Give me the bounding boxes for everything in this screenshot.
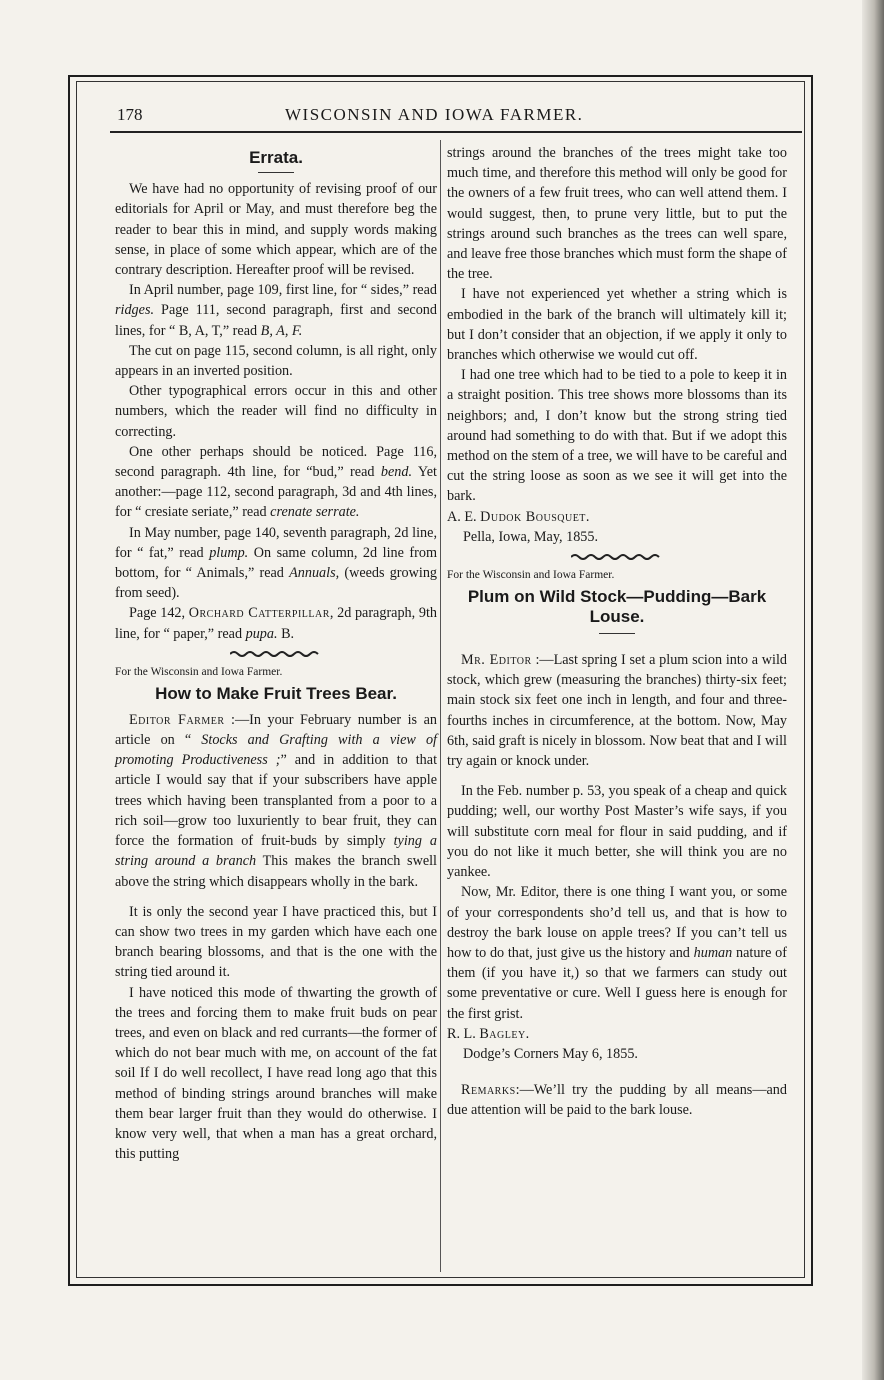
- errata-paragraph: In April number, page 109, first line, for “ sides,” read ridges. Page 111, second paragraph, first and second lines, for “ B, A, T,” read B, A, F.: [115, 282, 437, 339]
- errata-paragraph: In May number, page 140, seventh paragraph, 2d line, for “ fat,” read plump. On same column, 2d line from bottom, for “ Animals,” read Annuals, (weeds growing from seed).: [115, 524, 438, 602]
- heading-rule: [599, 633, 635, 634]
- article-paragraph: It is only the second year I have practiced this, but I can show two trees in my garden which have each one branch bearing blossoms, and that is the one with the string tied around it.: [115, 903, 437, 981]
- author-signature: R. L. Bagley.: [447, 1025, 530, 1042]
- article-source-line: For the Wisconsin and Iowa Farmer.: [115, 665, 283, 678]
- dateline: Dodge’s Corners May 6, 1855.: [463, 1045, 638, 1062]
- article-source-line: For the Wisconsin and Iowa Farmer.: [447, 569, 615, 582]
- editor-remarks: Remarks:—We’ll try the pudding by all means—and due attention will be paid to the bark louse.: [447, 1082, 787, 1119]
- errata-paragraph: We have had no opportunity of revising proof of our editorials for April or May, and must therefore beg the reader to bear this in mind, and supply words making sense, in place of some which appear, which are of the contrary description. Hereafter proof will be revised.: [115, 181, 437, 279]
- article-paragraph: Now, Mr. Editor, there is one thing I want you, or some of your correspondents sho’d tell us, and that is how to destroy the bark louse on apple trees? If you can’t tell us how to do that, just give us the history and human nature of them (if you have it,) so that we farmers can study out some preventative or cure. Well I guess here is enough for the first grist.: [447, 884, 787, 1022]
- right-column: [447, 143, 787, 1121]
- wave-ornament: [230, 650, 322, 658]
- article-paragraph: Mr. Editor :—Last spring I set a plum scion into a wild stock, which grew (measuring the branches) thirty-six feet; main stock six feet one inch in length, and four and three-fourths inches in circumference, at the bottom. Now, May 6th, said graft is nicely in blossom. Now beat that and I will try again or knock under.: [447, 652, 787, 770]
- plum-heading: Plum on Wild Stock—Pudding—Bark Louse.: [467, 587, 767, 627]
- errata-paragraph: Page 142, Orchard Catterpillar, 2d paragraph, 9th line, for “ paper,” read pupa. B.: [115, 605, 437, 642]
- running-head: [85, 100, 805, 128]
- journal-title: WISCONSIN AND IOWA FARMER.: [285, 105, 584, 124]
- dateline: Pella, Iowa, May, 1855.: [463, 528, 599, 545]
- article-paragraph: I have noticed this mode of thwarting the growth of the trees and forcing them to make fruit buds on pear trees, and even on black and red currants—the former of which do not bear much with me, on account of the fat soil If I do well recollect, I have read long ago that this method of binding strings around branches will make them bear larger fruit than they would do otherwise. I know very well, that when a man has a great orchard, this putting: [115, 984, 437, 1163]
- errata-paragraph: The cut on page 115, second column, is all right, only appears in an inverted position.: [115, 342, 437, 380]
- header-rule: [110, 131, 802, 133]
- article-paragraph: I have not experienced yet whether a string which is embodied in the bark of the branch will ultimately kill it; but I don’t consider that an objection, if we apply it only to branches which otherwise we would cut off.: [447, 286, 787, 364]
- article-paragraph: strings around the branches of the trees might take too much time, and therefore this method will only be good for the owners of a few fruit trees, who can well attend them. I would suggest, then, to prune very little, but to put the strings around such branches as the trees can well spare, and leave free those branches which must form the shape of the tree.: [447, 145, 787, 283]
- article-paragraph: I had one tree which had to be tied to a pole to keep it in a straight position. This tree shows more blossoms than its neighbors; and, I don’t know but the strong string tied around had something to do with that. But if we adopt this method on the stem of a tree, we will have to be careful and cut the string loose as soon as we see it will get into the bark.: [447, 367, 787, 505]
- fruit-trees-heading: How to Make Fruit Trees Bear.: [155, 683, 397, 703]
- page-edge-shadow: [862, 0, 884, 1380]
- column-rule: [440, 140, 441, 1272]
- article-paragraph: In the Feb. number p. 53, you speak of a cheap and quick pudding; well, our worthy Post Master’s wife says, if you will substitute corn meal for flour in said pudding, and if you do not like it much better, she will think you are no yankee.: [447, 783, 787, 881]
- author-signature: A. E. Dudok Bousquet.: [447, 508, 590, 525]
- wave-ornament: [571, 553, 663, 561]
- heading-rule: [258, 172, 294, 173]
- errata-paragraph: One other perhaps should be noticed. Page 116, second paragraph. 4th line, for “bud,” read bend. Yet another:—page 112, second paragraph, 3d and 4th lines, for “ cresiate seriate,” read crenate serrate.: [115, 443, 437, 521]
- left-column: [115, 146, 437, 1164]
- errata-heading: Errata.: [249, 148, 303, 167]
- page-number: 178: [117, 105, 143, 124]
- article-paragraph: Editor Farmer :—In your February number is an article on “ Stocks and Grafting with a view of promoting Productiveness ;” and in addition to that article I would say that if your subscribers have apple trees which having been transplanted from a poor to a rich soil—grow too luxuriently to bear fruit, they can force the formation of fruit-buds by simply tying a string around a branch This makes the branch swell above the string which disappears wholly in the bark.: [115, 711, 438, 890]
- errata-paragraph: Other typographical errors occur in this and other numbers, which the reader will find no difficulty in correcting.: [115, 383, 437, 440]
